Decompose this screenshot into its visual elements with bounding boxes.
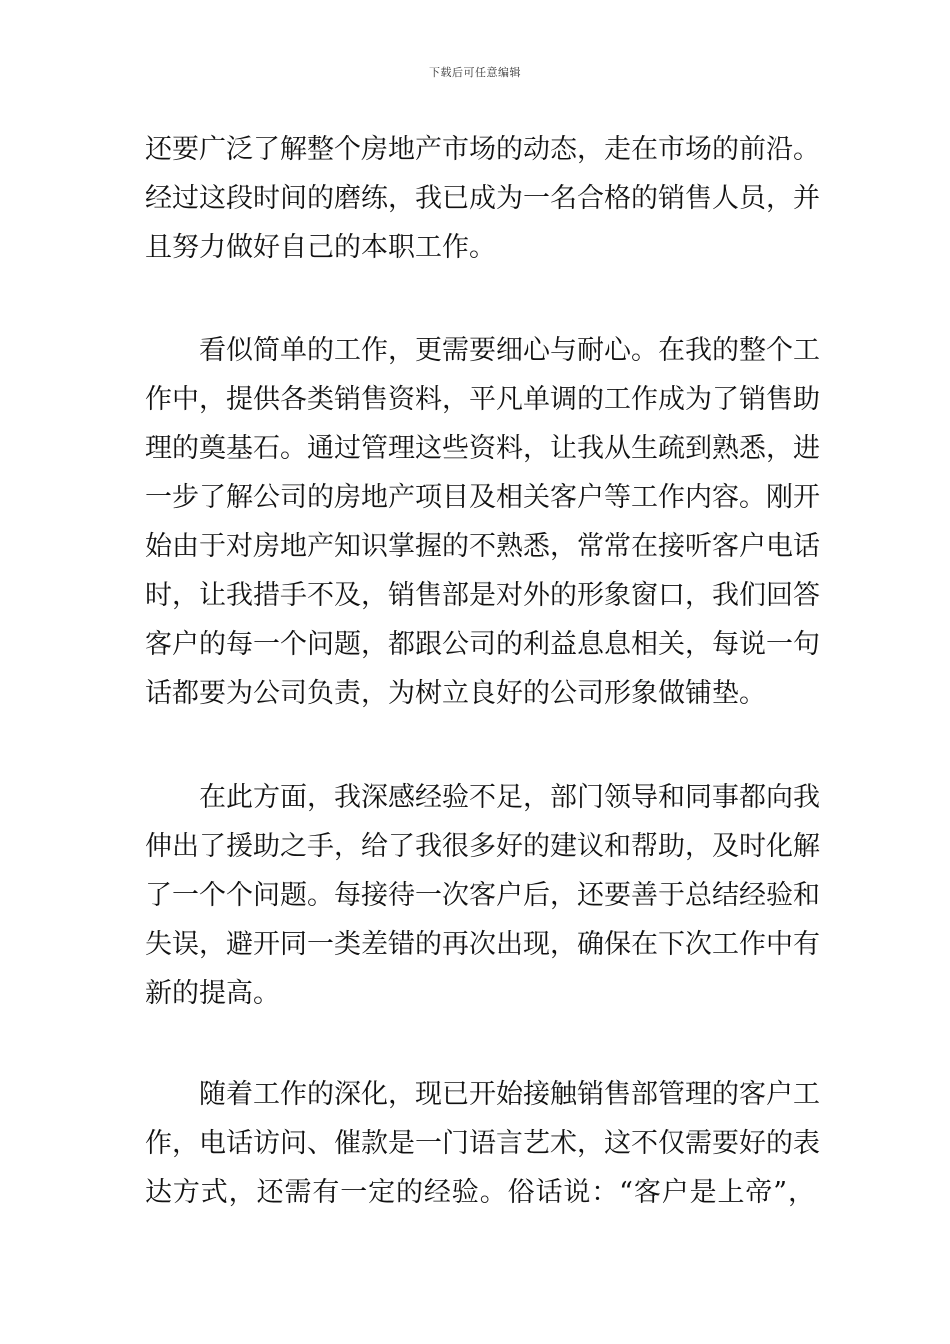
text-line: 伸出了援助之手，给了我很多好的建议和帮助，及时化解: [145, 831, 820, 862]
text-line: 作中，提供各类销售资料，平凡单调的工作成为了销售助: [145, 384, 820, 415]
text-line: 且努力做好自己的本职工作。: [145, 232, 496, 263]
text-line: 经过这段时间的磨练，我已成为一名合格的销售人员，并: [145, 183, 820, 214]
text-line: 始由于对房地产知识掌握的不熟悉，常常在接听客户电话: [145, 531, 820, 562]
text-line: 看似简单的工作，更需要细心与耐心。在我的整个工: [199, 335, 820, 366]
text-line: 客户的每一个问题，都跟公司的利益息息相关，每说一句: [145, 629, 820, 660]
text-line: 新的提高。: [145, 978, 280, 1009]
text-line: 时，让我措手不及，销售部是对外的形象窗口，我们回答: [145, 580, 820, 611]
paragraph-2: [145, 326, 820, 718]
text-line: 在此方面，我深感经验不足，部门领导和同事都向我: [199, 782, 820, 813]
paragraph-3: [145, 773, 820, 1018]
text-line: 随着工作的深化，现已开始接触销售部管理的客户工: [199, 1079, 820, 1110]
page-header: 下载后可任意编辑: [429, 66, 521, 79]
text-line: 达方式，还需有一定的经验。俗话说：“客户是上帝”，: [145, 1177, 815, 1208]
text-line: 了一个个问题。每接待一次客户后，还要善于总结经验和: [145, 880, 820, 911]
text-line: 失误，避开同一类差错的再次出现，确保在下次工作中有: [145, 929, 820, 960]
text-line: 还要广泛了解整个房地产市场的动态，走在市场的前沿。: [145, 134, 820, 165]
text-line: 理的奠基石。通过管理这些资料，让我从生疏到熟悉，进: [145, 433, 820, 464]
text-line: 话都要为公司负责，为树立良好的公司形象做铺垫。: [145, 678, 766, 709]
text-line: 作，电话访问、催款是一门语言艺术，这不仅需要好的表: [145, 1128, 820, 1159]
paragraph-4: [145, 1070, 820, 1217]
text-line: 一步了解公司的房地产项目及相关客户等工作内容。刚开: [145, 482, 820, 513]
paragraph-1: [145, 125, 820, 272]
